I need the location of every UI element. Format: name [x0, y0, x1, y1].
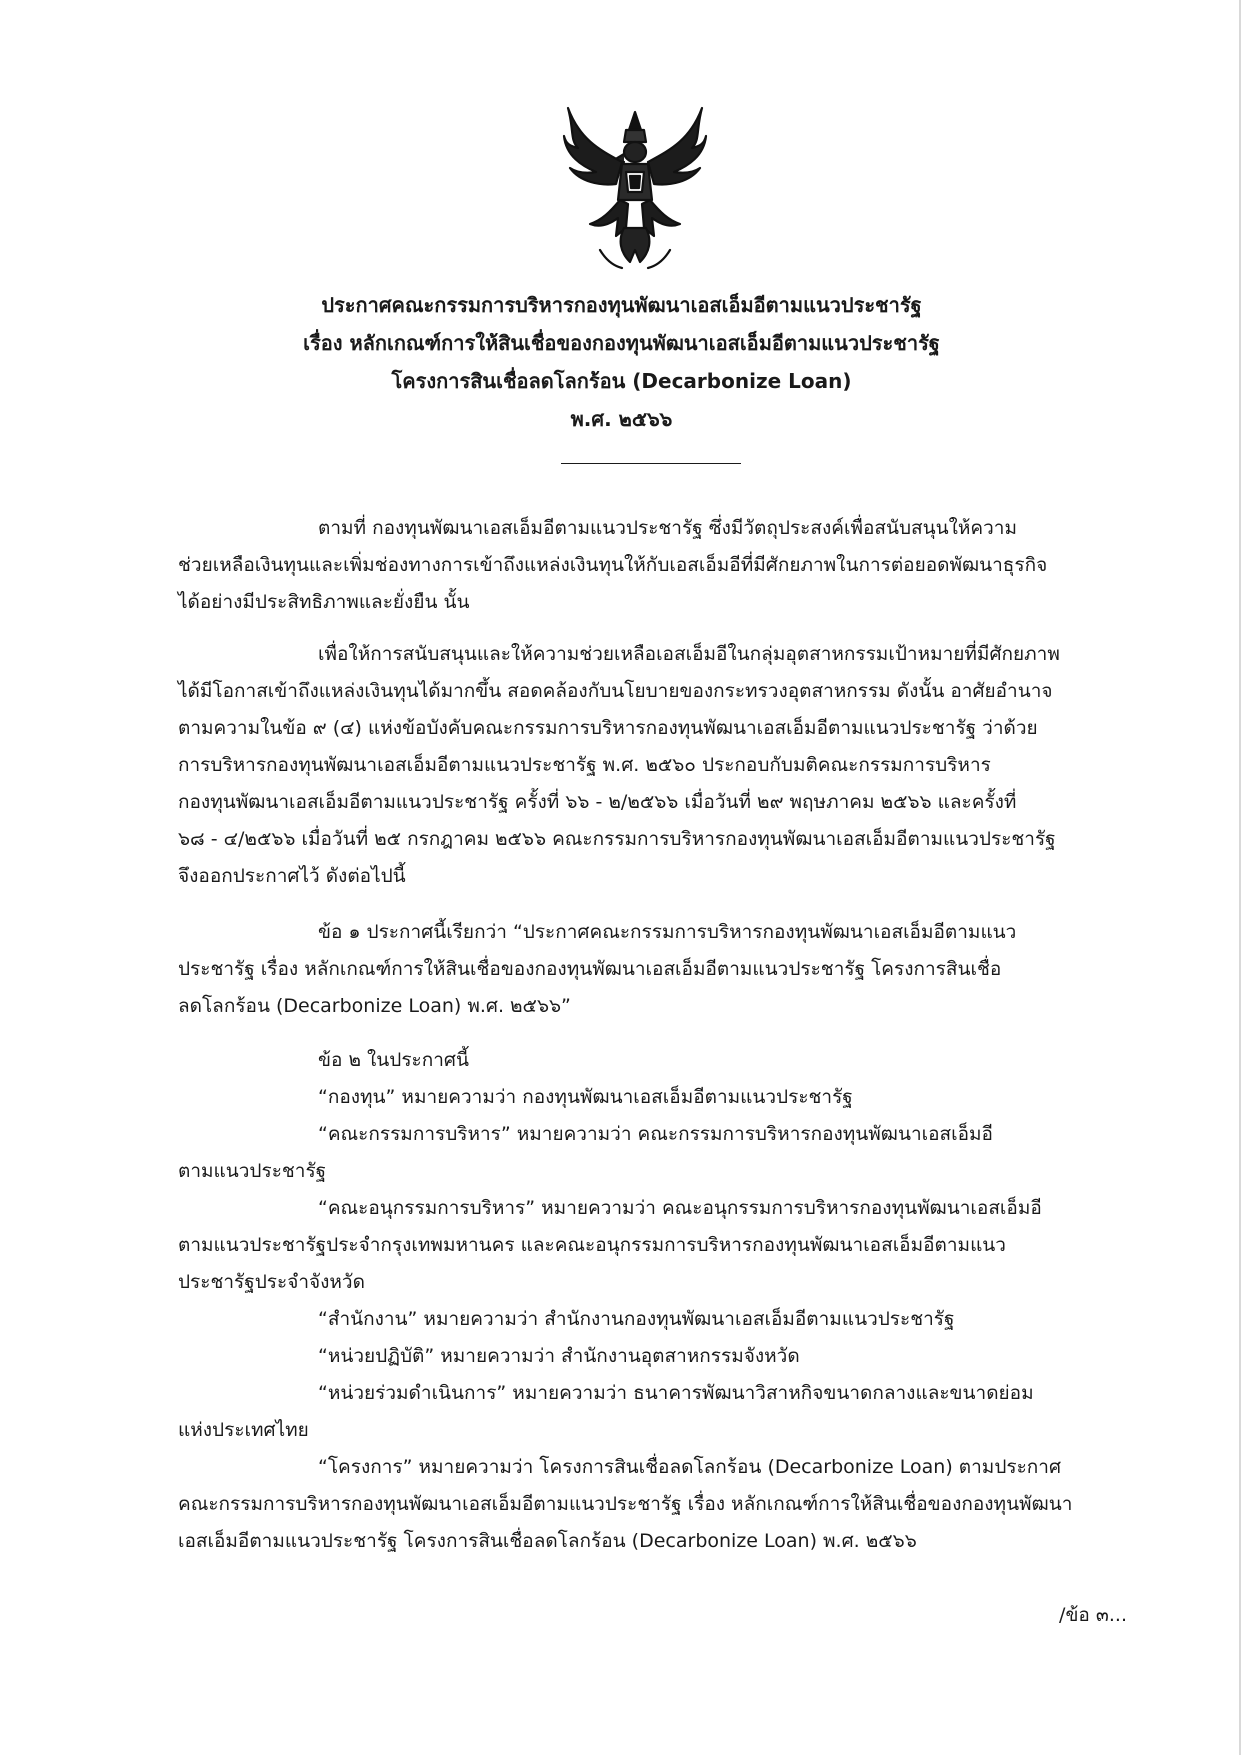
paragraph-2 [178, 636, 1128, 895]
definition-office [178, 1301, 1128, 1338]
definition-line: “สำนักงาน” หมายความว่า สำนักงานกองทุนพัฒนาเอสเอ็มอีตามแนวประชารัฐ [318, 1308, 955, 1330]
title-divider [561, 463, 741, 464]
paragraph-line: กองทุนพัฒนาเอสเอ็มอีตามแนวประชารัฐ ครั้งที่ ๖๖ - ๒/๒๕๖๖ เมื่อวันที่ ๒๙ พฤษภาคม ๒๕๖๖ และครั้งที่ [178, 791, 1017, 813]
paragraph-line: ลดโลกร้อน (Decarbonize Loan) พ.ศ. ๒๕๖๖” [178, 995, 571, 1017]
definition-line: แห่งประเทศไทย [178, 1419, 309, 1441]
title-line-4: พ.ศ. ๒๕๖๖ [570, 407, 673, 431]
title-line-2: เรื่อง หลักเกณฑ์การให้สินเชื่อของกองทุนพัฒนาเอสเอ็มอีตามแนวประชารัฐ [303, 331, 940, 355]
definition-line: “โครงการ” หมายความว่า โครงการสินเชื่อลดโลกร้อน (Decarbonize Loan) ตามประกาศ [318, 1456, 1062, 1478]
definition-board [178, 1116, 1128, 1190]
title-line-1: ประกาศคณะกรรมการบริหารกองทุนพัฒนาเอสเอ็มอีตามแนวประชารัฐ [321, 293, 922, 317]
paragraph-line: เพื่อให้การสนับสนุนและให้ความช่วยเหลือเอสเอ็มอีในกลุ่มอุตสาหกรรมเป้าหมายที่มีศักยภาพ [318, 643, 1060, 665]
definition-fund [178, 1079, 1128, 1116]
definition-line: ประชารัฐประจำจังหวัด [178, 1271, 365, 1293]
document-title [150, 286, 1093, 438]
clause-heading-text: ข้อ ๒ ในประกาศนี้ [318, 1049, 469, 1071]
next-page-marker: /ข้อ ๓... [1059, 1604, 1127, 1626]
definition-line: “คณะอนุกรรมการบริหาร” หมายความว่า คณะอนุกรรมการบริหารกองทุนพัฒนาเอสเอ็มอี [318, 1197, 1042, 1219]
paragraph-line: ข้อ ๑ ประกาศนี้เรียกว่า “ประกาศคณะกรรมการบริหารกองทุนพัฒนาเอสเอ็มอีตามแนว [318, 921, 1017, 943]
paragraph-line: ได้มีโอกาสเข้าถึงแหล่งเงินทุนได้มากขึ้น สอดคล้องกับนโยบายของกระทรวงอุตสาหกรรม ดังนั้น อาศัยอำนาจ [178, 680, 1053, 702]
paragraph-line: ๖๘ - ๔/๒๕๖๖ เมื่อวันที่ ๒๕ กรกฎาคม ๒๕๖๖ คณะกรรมการบริหารกองทุนพัฒนาเอสเอ็มอีตามแนวประชารัฐ [178, 828, 1056, 850]
paragraph-line: ช่วยเหลือเงินทุนและเพิ่มช่องทางการเข้าถึงแหล่งเงินทุนให้กับเอสเอ็มอีที่มีศักยภาพในการต่อยอดพัฒนาธุรกิจ [178, 554, 1048, 576]
paragraph-1 [178, 510, 1128, 621]
definition-project [178, 1449, 1128, 1560]
paragraph-line: ตามความในข้อ ๙ (๔) แห่งข้อบังคับคณะกรรมการบริหารกองทุนพัฒนาเอสเอ็มอีตามแนวประชารัฐ ว่าด้วย [178, 717, 1038, 739]
clause-1 [178, 914, 1128, 1025]
paragraph-line: จึงออกประกาศไว้ ดังต่อไปนี้ [178, 865, 406, 887]
paragraph-line: ได้อย่างมีประสิทธิภาพและยั่งยืน นั้น [178, 591, 470, 613]
definition-line: “กองทุน” หมายความว่า กองทุนพัฒนาเอสเอ็มอีตามแนวประชารัฐ [318, 1086, 853, 1108]
paragraph-line: การบริหารกองทุนพัฒนาเอสเอ็มอีตามแนวประชารัฐ พ.ศ. ๒๕๖๐ ประกอบกับมติคณะกรรมการบริหาร [178, 754, 991, 776]
definition-line: “หน่วยปฏิบัติ” หมายความว่า สำนักงานอุตสาหกรรมจังหวัด [318, 1345, 800, 1367]
clause-2-heading [178, 1042, 1128, 1079]
definition-line: เอสเอ็มอีตามแนวประชารัฐ โครงการสินเชื่อลดโลกร้อน (Decarbonize Loan) พ.ศ. ๒๕๖๖ [178, 1530, 917, 1552]
definition-partner-unit [178, 1375, 1128, 1449]
definition-line: “หน่วยร่วมดำเนินการ” หมายความว่า ธนาคารพัฒนาวิสาหกิจขนาดกลางและขนาดย่อม [318, 1382, 1034, 1404]
definition-line: ตามแนวประชารัฐประจำกรุงเทพมหานคร และคณะอนุกรรมการบริหารกองทุนพัฒนาเอสเอ็มอีตามแนว [178, 1234, 1006, 1256]
definition-operating-unit [178, 1338, 1128, 1375]
definition-line: “คณะกรรมการบริหาร” หมายความว่า คณะกรรมการบริหารกองทุนพัฒนาเอสเอ็มอี [318, 1123, 993, 1145]
garuda-emblem-icon [560, 100, 710, 275]
definition-subcommittee [178, 1190, 1128, 1301]
paragraph-line: ประชารัฐ เรื่อง หลักเกณฑ์การให้สินเชื่อของกองทุนพัฒนาเอสเอ็มอีตามแนวประชารัฐ โครงการสินเชื่อ [178, 958, 1002, 980]
scan-edge [1239, 0, 1241, 1755]
definition-line: ตามแนวประชารัฐ [178, 1160, 327, 1182]
paragraph-line: ตามที่ กองทุนพัฒนาเอสเอ็มอีตามแนวประชารัฐ ซึ่งมีวัตถุประสงค์เพื่อสนับสนุนให้ความ [318, 517, 1017, 539]
definition-line: คณะกรรมการบริหารกองทุนพัฒนาเอสเอ็มอีตามแนวประชารัฐ เรื่อง หลักเกณฑ์การให้สินเชื่อของกองทุนพัฒนา [178, 1493, 1073, 1515]
title-line-3: โครงการสินเชื่อลดโลกร้อน (Decarbonize Loan) [391, 369, 852, 393]
